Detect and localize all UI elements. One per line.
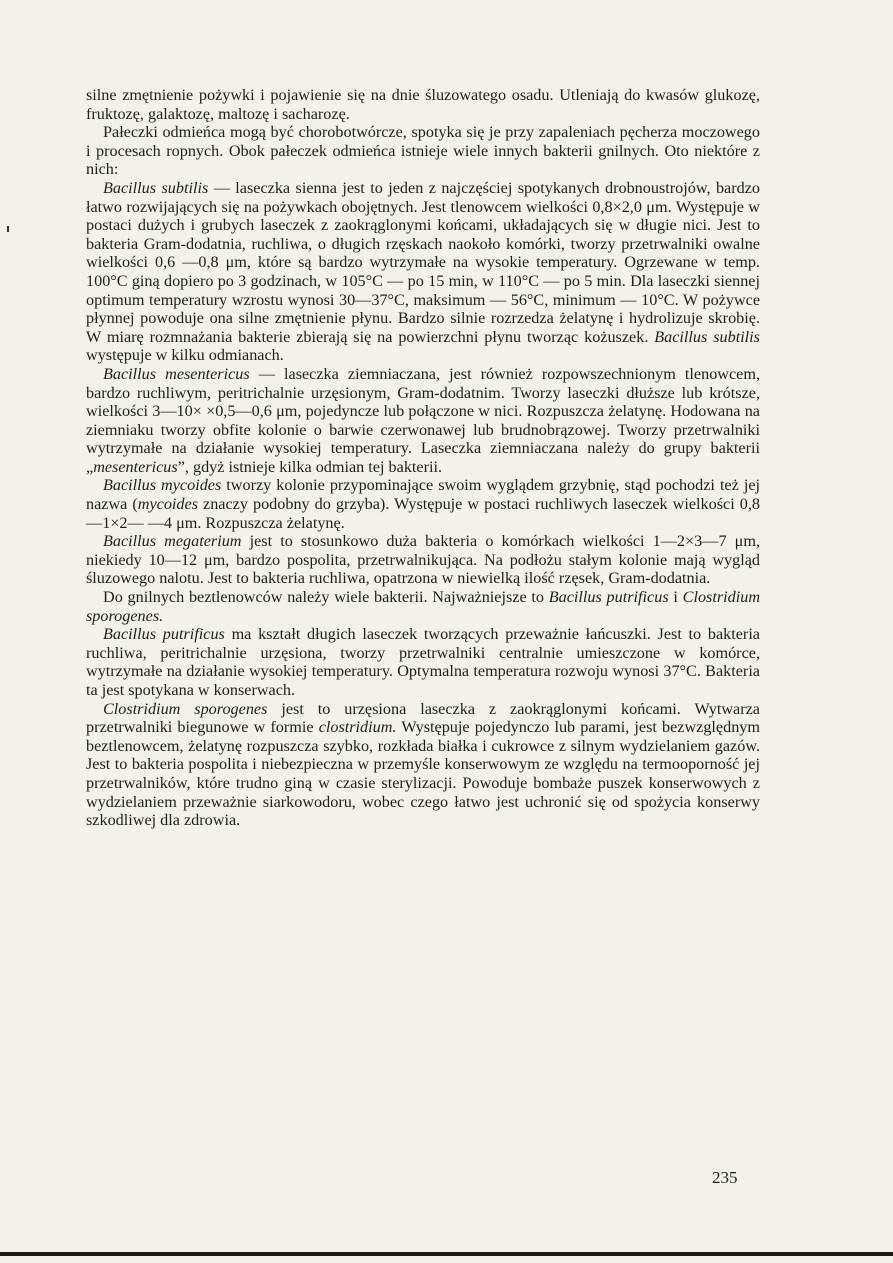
- text-run: znaczy podobny do grzyba). Występuje w postaci ruchliwych laseczek wielkości 0,8—1×2— —4 μm. Rozpuszcza żelatynę.: [86, 495, 760, 532]
- italic-term: Bacillus subtilis: [654, 327, 760, 346]
- text-run: Pałeczki odmieńca mogą być chorobotwórcze, spotyka się je przy zapaleniach pęcherza moczowego i procesach ropnych. Obok pałeczek odmieńca istnieje wiele innych bakterii gnilnych. Oto niektóre z nich:: [86, 123, 760, 179]
- italic-term: Bacillus mycoides: [103, 476, 222, 495]
- paragraph: [86, 588, 760, 625]
- text-run: Do gnilnych beztlenowców należy wiele bakterii. Najważniejsze to: [103, 588, 549, 607]
- italic-term: Bacillus subtilis: [103, 178, 209, 197]
- text-run: ma kształt długich laseczek tworzących przeważnie łańcuszki. Jest to bakteria ruchliwa, peritrichalnie urzęsiona, tworzy przetrwalniki centralnie umieszczone w komórce, wytrzymałe na działanie wysokiej temperatury. Optymalna temperatura rozwoju wynosi 37°C. Bakteria ta jest spotykana w konserwach.: [86, 625, 760, 699]
- italic-term: Clostridium sporogenes: [103, 699, 268, 718]
- text-run: silne zmętnienie pożywki i pojawienie się na dnie śluzowatego osadu. Utleniają do kwasów glukozę, fruktozę, galaktozę, maltozę i sacharozę.: [86, 86, 760, 123]
- italic-term: Bacillus mesentericus: [103, 364, 250, 383]
- paragraph: [86, 625, 760, 699]
- italic-term: mycoides: [137, 495, 198, 514]
- paragraph: [86, 86, 760, 123]
- italic-term: Bacillus megaterium: [103, 532, 242, 551]
- text-run: jest to stosunkowo duża bakteria o komórkach wielkości 1—2×3—7 μm, niekiedy 10—12 μm, bardzo pospolita, przetrwalnikująca. Na podłożu stałym kolonie mają wygląd śluzowego nalotu. Jest to bakteria ruchliwa, opatrzona w niewielką ilość rzęsek, Gram-dodatnia.: [86, 532, 760, 588]
- text-run: ”, gdyż istnieje kilka odmian tej bakterii.: [177, 457, 443, 476]
- bottom-edge-rule: [0, 1252, 893, 1256]
- italic-term: Bacillus putrificus: [103, 625, 225, 644]
- italic-term: Clostridium sporogenes.: [86, 588, 761, 625]
- paragraph: [86, 179, 760, 365]
- paragraph: [86, 532, 760, 588]
- paragraph: [86, 365, 760, 477]
- text-run: — laseczka ziemniaczana, jest również rozpowszechnionym tlenowcem, bardzo ruchliwym, peritrichalnie urzęsionym, Gram-dodatnim. Tworzy laseczki dłuższe lub krótsze, wielkości 3—10× ×0,5—0,6 μm, pojedyncze lub połączone w nici. Rozpuszcza żelatynę. Hodowana na ziemniaku tworzy obfite kolonie o barwie czerwonawej lub brudnobrązowej. Tworzy przetrwalniki wytrzymałe na działanie wysokiej temperatury. Laseczka ziemniaczana należy do grupy bakterii „: [86, 364, 760, 476]
- paragraph: [86, 123, 760, 179]
- text-run: — laseczka sienna jest to jeden z najczęściej spotykanych drobnoustrojów, bardzo łatwo rozwijających się na pożywkach obojętnych. Jest tlenowcem wielkości 0,8×2,0 μm. Występuje w postaci dużych i grubych laseczek z zaokrąglonymi końcami, układających się w długie nici. Jest to bakteria Gram-dodatnia, ruchliwa, o długich rzęskach naokoło komórki, tworzy przetrwalniki owalne wielkości 0,6 —0,8 μm, które są bardzo wytrzymałe na wysokie temperatury. Ogrzewane w temp. 100°C giną dopiero po 3 godzinach, w 105°C — po 15 min, w 110°C — po 5 min. Dla laseczki siennej optimum temperatury wzrostu wynosi 30—37°C, maksimum — 56°C, minimum — 10°C. W pożywce płynnej powoduje ona silne zmętnienie płynu. Bardzo silnie rozrzedza żelatynę i hydrolizuje skrobię. W miarę rozmnażania bakterie zbierają się na powierzchni płynu tworząc kożuszek.: [86, 178, 760, 346]
- paragraph: [86, 700, 760, 830]
- margin-mark: [7, 226, 9, 232]
- text-run: jest to urzęsiona laseczka z zaokrąglonymi końcami. Wytwarza przetrwalniki biegunowe w formie: [86, 699, 760, 737]
- text-run: tworzy kolonie przypominające swoim wyglądem grzybnię, stąd pochodzi też jej nazwa (: [86, 476, 760, 514]
- text-run: i: [668, 588, 683, 607]
- italic-term: mesentericus: [93, 457, 178, 476]
- paragraph: [86, 476, 760, 532]
- text-run: Występuje pojedynczo lub parami, jest bezwzględnym beztlenowcem, żelatynę rozpuszcza szybko, rozkłada białka i cukrowce z silnym wydzielaniem gazów. Jest to bakteria pospolita i niebezpieczna w przemyśle konserwowym ze względu na termooporność jej przetrwalników, które trudno giną w czasie sterylizacji. Powoduje bombaże puszek konserwowych z wydzielaniem przeważnie siarkowodoru, wobec czego łatwo jest uchronić się od spożycia konserwy szkodliwej dla zdrowia.: [86, 718, 760, 830]
- italic-term: clostridium.: [318, 718, 397, 737]
- text-run: występuje w kilku odmianach.: [86, 346, 284, 365]
- page-body-text: [86, 86, 760, 830]
- italic-term: Bacillus putrificus: [548, 588, 669, 607]
- page-number: 235: [712, 1168, 738, 1187]
